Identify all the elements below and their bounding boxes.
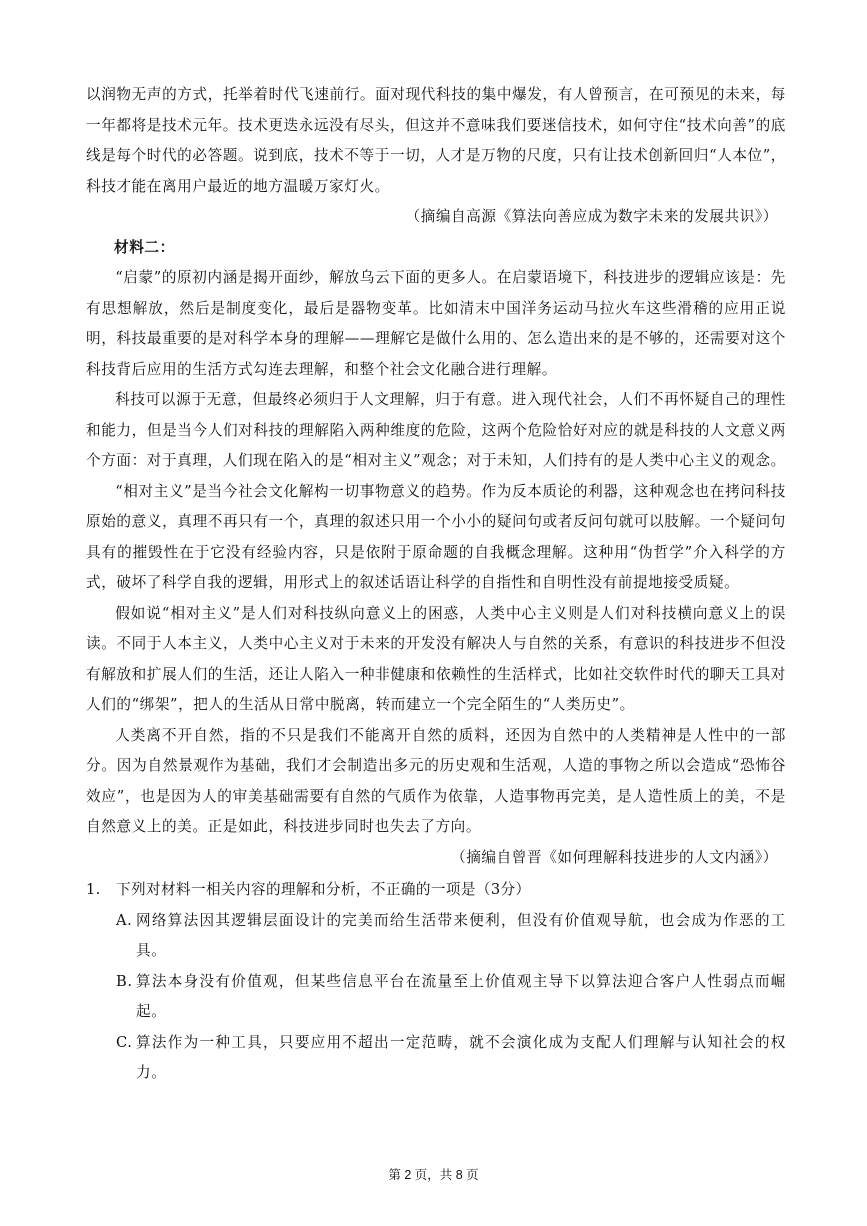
option-letter: C.	[116, 1033, 133, 1051]
page-footer: 第 2 页，共 8 页	[388, 1168, 479, 1182]
question-stem: 下列对材料一相关内容的理解和分析，不正确的一项是（3分）	[116, 881, 531, 898]
material-two-paragraph-4: 假如说“相对主义”是人们对科技纵向意义上的困惑，人类中心主义则是人们对科技横向意义上的误读。不同于人本主义，人类中心主义对于未来的开发没有解决人与自然的关系，有意识的科技进步不但没有解放和扩展人们的生活，还让人陷入一种非健康和依赖性的生活样式，比如社交软件时代的聊天工具对人们的“绑架”，把人的生活从日常中脱离，转而建立一个完全陌生的“人类历史”。	[86, 604, 786, 713]
option-text: 算法作为一种工具，只要应用不超出一定范畴，就不会演化成为支配人们理解与认知社会的权力。	[136, 1033, 786, 1081]
page-content	[86, 80, 786, 1089]
option-text: 算法本身没有价值观，但某些信息平台在流量至上价值观主导下以算法迎合客户人性弱点而崛起。	[136, 972, 786, 1020]
option-letter: B.	[116, 972, 133, 990]
material-two-paragraph-5: 人类离不开自然，指的不只是我们不能离开自然的质料，还因为自然中的人类精神是人性中的一部分。因为自然景观作为基础，我们才会制造出多元的历史观和生活观，人造的事物之所以会造成“恐怖谷效应”，也是因为人的审美基础需要有自然的气质作为依靠，人造事物再完美，是人造性质上的美，不是自然意义上的美。正是如此，科技进步同时也失去了方向。	[86, 726, 786, 835]
option-a	[86, 906, 786, 967]
question-number: 1.	[86, 881, 101, 898]
material-two-source: （摘编自曾晋《如何理解科技进步的人文内涵》）	[451, 848, 778, 866]
material-two-paragraph-1: “启蒙”的原初内涵是揭开面纱，解放乌云下面的更多人。在启蒙语境下，科技进步的逻辑应该是：先有思想解放，然后是制度变化，最后是器物变革。比如清末中国洋务运动马拉火车这些滑稽的应用正说明，科技最重要的是对科学本身的理解——理解它是做什么用的、怎么造出来的是不够的，还需要对这个科技背后应用的生活方式勾连去理解，和整个社会文化融合进行理解。	[86, 269, 786, 378]
option-b	[86, 967, 786, 1028]
question-1	[86, 875, 786, 906]
material-two-paragraph-3: “相对主义”是当今社会文化解构一切事物意义的趋势。作为反本质论的利器，这种观念也在拷问科技原始的意义，真理不再只有一个，真理的叙述只用一个小小的疑问句或者反问句就可以肢解。一个疑问句具有的摧毁性在于它没有经验内容，只是依附于原命题的自我概念理解。这种用“伪哲学”介入科学的方式，破坏了科学自我的逻辑，用形式上的叙述话语让科学的自指性和自明性没有前提地接受质疑。	[86, 482, 786, 591]
material-two-paragraph-2: 科技可以源于无意，但最终必须归于人文理解，归于有意。进入现代社会，人们不再怀疑自己的理性和能力，但是当今人们对科技的理解陷入两种维度的危险，这两个危险恰好对应的就是科技的人文意义两个方面：对于真理，人们现在陷入的是“相对主义”观念；对于未知，人们持有的是人类中心主义的观念。	[86, 391, 786, 469]
material-two-heading: 材料二：	[114, 238, 175, 256]
material-one-source: （摘编自高源《算法向善应成为数字未来的发展共识》）	[405, 208, 778, 225]
option-c	[86, 1028, 786, 1089]
option-text: 网络算法因其逻辑层面设计的完美而给生活带来便利，但没有价值观导航，也会成为作恶的工具。	[136, 911, 786, 959]
material-one-tail-paragraph: 以润物无声的方式，托举着时代飞速前行。面对现代科技的集中爆发，有人曾预言，在可预见的未来，每一年都将是技术元年。技术更迭永远没有尽头，但这并不意味我们要迷信技术，如何守住“技术向善”的底线是每个时代的必答题。说到底，技术不等于一切，人才是万物的尺度，只有让技术创新回归“人本位”，科技才能在离用户最近的地方温暖万家灯火。	[86, 86, 786, 195]
option-letter: A.	[116, 911, 133, 929]
